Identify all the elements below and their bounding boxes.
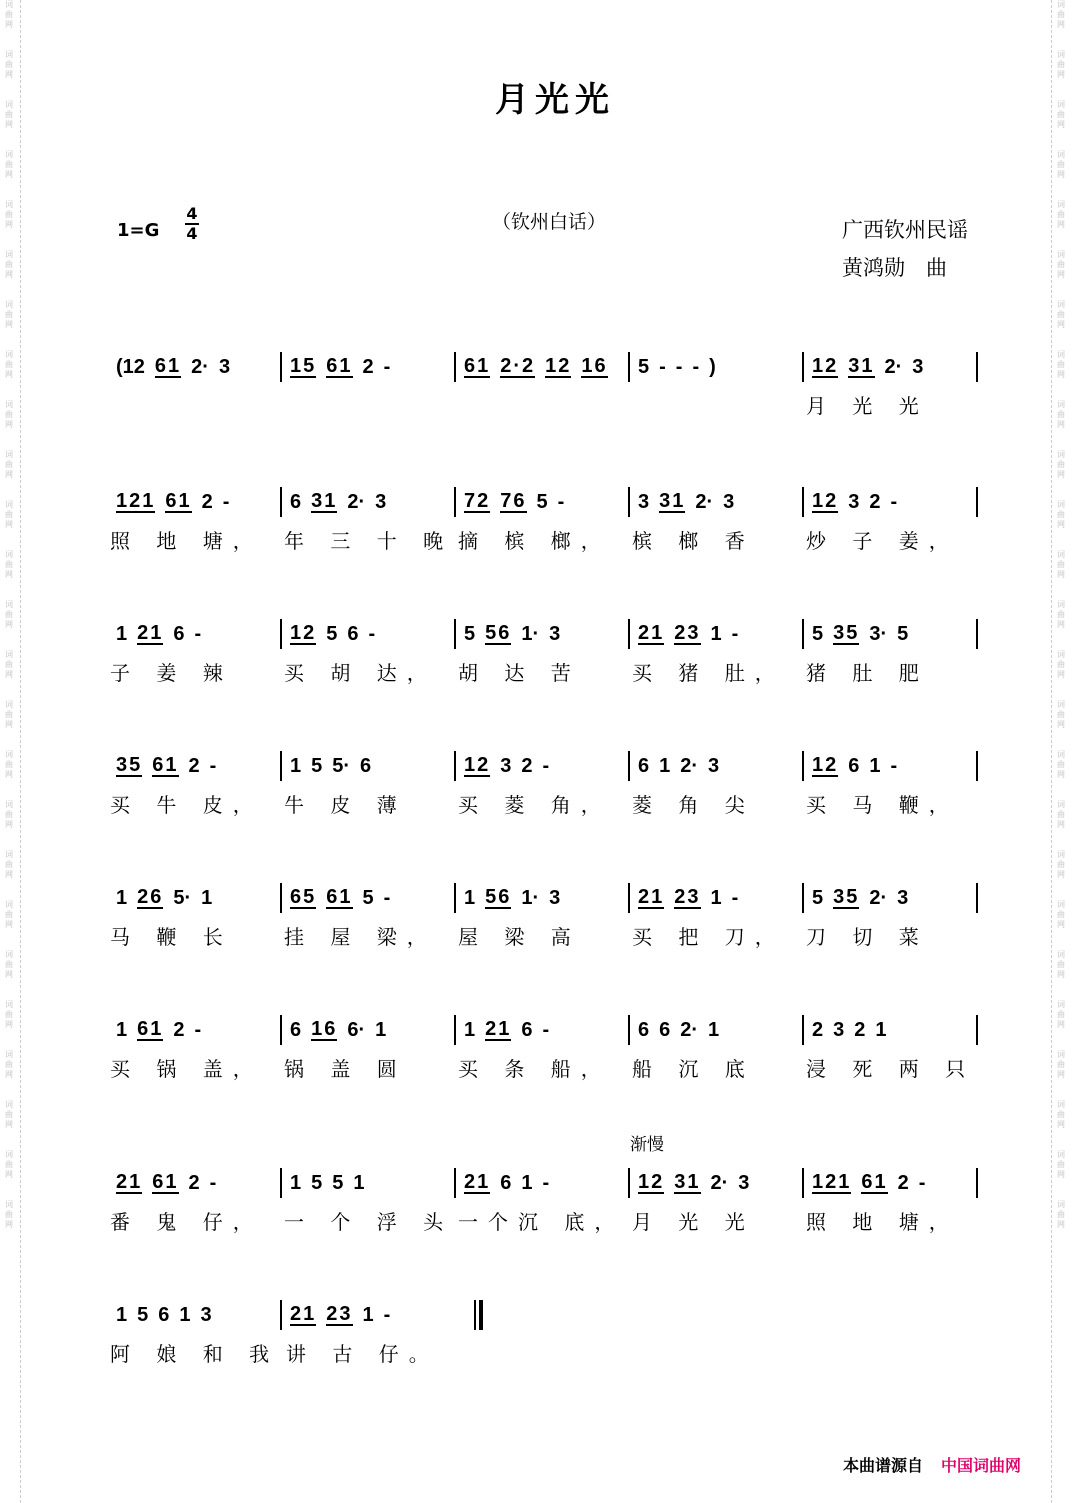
note: 76 (500, 490, 527, 512)
measure (282, 1304, 454, 1327)
lyric: 摘 槟 榔， (458, 529, 611, 553)
barline (976, 1015, 978, 1045)
key-signature: 1=G (117, 220, 160, 241)
lyric: 照 地 塘， (806, 1210, 959, 1234)
measure (282, 356, 454, 379)
note: 2· (347, 490, 366, 513)
lyrics-line (108, 789, 978, 818)
lyric: 挂 屋 梁， (284, 925, 437, 949)
note: 61 (326, 886, 353, 908)
note: 6 (347, 622, 359, 645)
score-row (108, 619, 978, 686)
lyric: 买 把 刀， (632, 925, 785, 949)
notes-line (108, 352, 978, 382)
note: 12 (464, 754, 491, 776)
note: 3 (549, 886, 561, 909)
note: 2 (362, 355, 374, 378)
lyric: 买 菱 角， (458, 793, 611, 817)
note: 5 (464, 622, 476, 645)
extension-dash: - (222, 490, 230, 513)
note: 5 (638, 355, 650, 378)
notes-line (108, 1168, 978, 1198)
note: 6 (659, 1018, 671, 1041)
footer-source (843, 1453, 1021, 1476)
measure (804, 887, 976, 910)
note: 2·2 (500, 355, 536, 377)
lyric: 牛 皮 薄 (284, 793, 407, 817)
note: 3 (897, 886, 909, 909)
lyric: 阿 娘 和 我 (110, 1342, 280, 1366)
extension-dash: - (194, 622, 202, 645)
note: 12 (638, 1171, 665, 1193)
extension-dash: - (542, 1018, 550, 1041)
note: 1 (116, 622, 128, 645)
extension-dash: - (209, 1171, 217, 1194)
time-signature (185, 206, 199, 242)
note: 61 (152, 1171, 179, 1193)
note: 1 (710, 622, 722, 645)
note: 2 (188, 1171, 200, 1194)
measure (282, 1172, 454, 1195)
note: 121 (812, 1171, 852, 1193)
measure (108, 1172, 280, 1195)
measure (456, 1172, 628, 1195)
note: 61 (152, 754, 179, 776)
note: 35 (116, 754, 143, 776)
measure (456, 887, 628, 910)
note: 1 (116, 886, 128, 909)
note: 5 (137, 1303, 149, 1326)
lyric: 锅 盖 圆 (284, 1057, 407, 1081)
measure (804, 1172, 976, 1195)
note: 1 (659, 754, 671, 777)
note: 3 (708, 754, 720, 777)
measure (630, 356, 802, 379)
extension-dash: - (675, 355, 683, 378)
lyric: 月 光 光 (632, 1210, 755, 1234)
barline (976, 619, 978, 649)
note: 5 (311, 754, 323, 777)
note: 1 (708, 1018, 720, 1041)
lyric: 槟 榔 香 (632, 529, 755, 553)
measure (630, 623, 802, 646)
note: 5 (311, 1171, 323, 1194)
note: 21 (638, 622, 665, 644)
barline (976, 883, 978, 913)
notes-line (108, 619, 978, 649)
left-border (20, 0, 21, 1503)
note: 3 (723, 490, 735, 513)
note: 56 (485, 622, 512, 644)
note: 31 (674, 1171, 701, 1193)
note: 1 (710, 886, 722, 909)
note: 1 (201, 886, 213, 909)
note: 1· (521, 886, 540, 909)
extension-dash: - (368, 622, 376, 645)
note: 5 (812, 622, 824, 645)
notes-line (108, 1015, 978, 1045)
lyrics-line (108, 390, 978, 419)
notes-line (108, 1300, 978, 1330)
lyric (456, 390, 630, 419)
song-origin: 广西钦州民谣 (842, 218, 968, 242)
note: 1 (375, 1018, 387, 1041)
score-row (108, 1015, 978, 1082)
measure (456, 491, 628, 514)
note: 21 (464, 1171, 491, 1193)
dialect-note: （钦州白话） (492, 211, 607, 233)
note: 5· (173, 886, 192, 909)
measure (630, 755, 802, 778)
note: 61 (464, 355, 491, 377)
footer-source-label: 本曲谱源自 (843, 1456, 924, 1475)
barline (976, 487, 978, 517)
lyric (282, 390, 456, 419)
barline (976, 1168, 978, 1198)
lyric: 买 胡 达， (284, 661, 437, 685)
measure (804, 491, 976, 514)
note: 23 (674, 886, 701, 908)
lyrics-line (108, 657, 978, 686)
lyric: 买 牛 皮， (110, 793, 263, 817)
score-row (108, 1300, 978, 1367)
note: 5· (332, 754, 351, 777)
note: 6 (500, 1171, 512, 1194)
note: 12 (812, 490, 839, 512)
extension-dash: - (383, 886, 391, 909)
note: 3· (869, 622, 888, 645)
lyrics-line (108, 921, 978, 950)
extension-dash: - (557, 490, 565, 513)
note: 61 (137, 1018, 164, 1040)
note: 2 (854, 1018, 866, 1041)
score-row (108, 352, 978, 419)
note: 1 (116, 1018, 128, 1041)
extension-dash: - (890, 754, 898, 777)
note: 6 (290, 490, 302, 513)
note: 6 (521, 1018, 533, 1041)
note: 2 (173, 1018, 185, 1041)
measure (108, 1304, 280, 1327)
lyric: 一 个 浮 头 (284, 1210, 454, 1234)
note: 2 (188, 754, 200, 777)
note: 61 (165, 490, 192, 512)
lyric: 番 鬼 仔， (110, 1210, 263, 1234)
lyric: 胡 达 苦 (458, 661, 581, 685)
note: 5 (332, 1171, 344, 1194)
note: 26 (137, 886, 164, 908)
extension-dash: - (383, 355, 391, 378)
measure (804, 755, 976, 778)
lyric (630, 390, 804, 419)
note: 1 (290, 1171, 302, 1194)
lyric: 炒 子 姜， (806, 529, 959, 553)
notes-line (108, 883, 978, 913)
note: 61 (326, 355, 353, 377)
note: 3 (549, 622, 561, 645)
measure (108, 491, 280, 514)
note: 35 (833, 886, 860, 908)
lyric: 一个沉 底， (458, 1210, 625, 1234)
lyric: 买 猪 肚， (632, 661, 785, 685)
note: 6 (158, 1303, 170, 1326)
note: 2 (897, 1171, 909, 1194)
note: 5 (812, 886, 824, 909)
note: 6 (173, 622, 185, 645)
lyric: 买 锅 盖， (110, 1057, 263, 1081)
measure (108, 755, 280, 778)
note: 3 (848, 490, 860, 513)
extension-dash: - (890, 490, 898, 513)
note: 65 (290, 886, 317, 908)
score-row (108, 487, 978, 554)
note: 5 (536, 490, 548, 513)
measure (456, 356, 628, 378)
note: 2 (812, 1018, 824, 1041)
note: 1 (290, 754, 302, 777)
tempo-mark: 渐慢 (630, 1135, 664, 1155)
extension-dash: - (542, 1171, 550, 1194)
barline (976, 352, 978, 382)
note: 6 (848, 754, 860, 777)
note: 2· (695, 490, 714, 513)
lyric: 子 姜 辣 (110, 661, 233, 685)
extension-dash: - (918, 1171, 926, 1194)
measure (282, 1019, 454, 1042)
lyric: 船 沉 底 (632, 1057, 755, 1081)
note: 6 (290, 1018, 302, 1041)
note: 3 (638, 490, 650, 513)
lyrics-line (108, 1338, 978, 1367)
note: 31 (848, 355, 875, 377)
note: 1· (521, 622, 540, 645)
note: 21 (638, 886, 665, 908)
note: 16 (311, 1018, 338, 1040)
extension-dash: - (731, 886, 739, 909)
score-row (108, 883, 978, 950)
measure (804, 623, 976, 646)
note: 6 (360, 754, 372, 777)
meter-bottom: 4 (186, 224, 198, 243)
note: 2· (191, 355, 209, 378)
measure (282, 755, 454, 778)
lyric: 月 光 光 (806, 394, 929, 418)
note: 35 (833, 622, 860, 644)
measure (282, 491, 454, 514)
measure (456, 1019, 628, 1042)
measure (630, 887, 802, 910)
lyric: 屋 梁 高 (458, 925, 581, 949)
note: 6 (638, 754, 650, 777)
note: 12 (812, 754, 839, 776)
measure (630, 1172, 802, 1195)
note: 61 (154, 355, 182, 377)
lyrics-line (108, 525, 978, 554)
composer: 黄鸿勋 曲 (842, 256, 947, 280)
note: 16 (581, 355, 608, 377)
note: 121 (116, 490, 156, 512)
note: 3 (912, 355, 924, 378)
note: 2· (680, 1018, 699, 1041)
lyric: 刀 切 菜 (806, 925, 929, 949)
lyric: 买 马 鞭， (806, 793, 959, 817)
note: 6· (347, 1018, 366, 1041)
lyric: 猪 肚 肥 (806, 661, 929, 685)
lyrics-line (108, 1053, 978, 1082)
note: 2· (869, 886, 888, 909)
note: 56 (485, 886, 512, 908)
lyric: 菱 角 尖 (632, 793, 755, 817)
lyric: 照 地 塘， (110, 529, 263, 553)
lyric: 马 鞭 长 (110, 925, 233, 949)
right-border (1051, 0, 1052, 1503)
note: 2· (710, 1171, 729, 1194)
note: 1 (179, 1303, 191, 1326)
note: 31 (311, 490, 338, 512)
note: 6 (638, 1018, 650, 1041)
note: 72 (464, 490, 491, 512)
measure (804, 356, 976, 379)
watermark-right: 词 曲 网 词 曲 网 词 曲 网 词 曲 网 词 曲 网 词 曲 网 词 曲 网 词 曲 网 词 曲 网 词 曲 网 词 曲 网 词 曲 网 词 曲 网 词 曲 网 词 曲 网 词 曲 网 词 曲 网 词 曲 网 词 曲 网 词 曲 网 词 曲 网 词 曲 网 词 曲 网 词 曲 网 词 曲 网 (1057, 0, 1065, 1229)
note: 1 (464, 886, 476, 909)
measure (282, 623, 454, 646)
note: 2 (521, 754, 533, 777)
extension-dash: - (383, 1303, 391, 1326)
note: 12 (290, 622, 317, 644)
measure (282, 887, 454, 910)
measure (630, 1019, 802, 1042)
score-row (108, 1168, 978, 1235)
score-row (108, 751, 978, 818)
lyrics-line (108, 1206, 978, 1235)
note: 3 (738, 1171, 750, 1194)
meter-top: 4 (186, 204, 198, 223)
note: 5 (897, 622, 909, 645)
measure (108, 356, 280, 379)
note: 1 (869, 754, 881, 777)
final-barline (474, 1300, 483, 1330)
note: 12 (812, 355, 839, 377)
note: 2 (201, 490, 213, 513)
lyric: 讲 古 仔。 (286, 1342, 439, 1366)
barline (976, 751, 978, 781)
note: 15 (290, 355, 317, 377)
note: 1 (353, 1171, 365, 1194)
note: 21 (485, 1018, 512, 1040)
note: 1 (521, 1171, 533, 1194)
lyric: 浸 死 两 只 (806, 1057, 976, 1081)
note: 1 (116, 1303, 128, 1326)
note: 3 (200, 1303, 212, 1326)
measure (108, 1019, 280, 1042)
extension-dash: - (692, 355, 700, 378)
note: 1 (464, 1018, 476, 1041)
lyric (108, 390, 282, 419)
note: 21 (290, 1303, 317, 1325)
note: 2· (680, 754, 699, 777)
song-title: 月光光 (495, 80, 615, 120)
measure (456, 623, 628, 646)
note: 2 (869, 490, 881, 513)
notes-line (108, 487, 978, 517)
note: 12 (545, 355, 572, 377)
note: 23 (674, 622, 701, 644)
measure (456, 755, 628, 778)
note: 21 (116, 1171, 143, 1193)
note: (12 (116, 355, 145, 378)
note: 1 (875, 1018, 887, 1041)
extension-dash: - (194, 1018, 202, 1041)
note: 2· (884, 355, 903, 378)
note: 5 (326, 622, 338, 645)
note: 3 (833, 1018, 845, 1041)
note: 3 (500, 754, 512, 777)
measure (630, 491, 802, 514)
note: 31 (659, 490, 686, 512)
note: 21 (137, 622, 164, 644)
footer-site-link[interactable]: 中国词曲网 (941, 1456, 1022, 1475)
measure (804, 1019, 976, 1042)
measure (108, 887, 280, 910)
notes-line (108, 751, 978, 781)
note: 3 (375, 490, 387, 513)
note: 1 (362, 1303, 374, 1326)
note: ) (709, 355, 716, 378)
lyric: 买 条 船， (458, 1057, 611, 1081)
lyric: 年 三 十 晚 (284, 529, 454, 553)
extension-dash: - (209, 754, 217, 777)
note: 3 (218, 355, 231, 378)
measure (108, 623, 280, 646)
watermark-left: 词 曲 网 词 曲 网 词 曲 网 词 曲 网 词 曲 网 词 曲 网 词 曲 网 词 曲 网 词 曲 网 词 曲 网 词 曲 网 词 曲 网 词 曲 网 词 曲 网 词 曲 网 词 曲 网 词 曲 网 词 曲 网 词 曲 网 词 曲 网 词 曲 网 词 曲 网 词 曲 网 词 曲 网 词 曲 网 (5, 0, 13, 1229)
note: 5 (362, 886, 374, 909)
note: 61 (861, 1171, 888, 1193)
extension-dash: - (659, 355, 666, 378)
extension-dash: - (731, 622, 739, 645)
note: 23 (326, 1303, 353, 1325)
extension-dash: - (542, 754, 550, 777)
